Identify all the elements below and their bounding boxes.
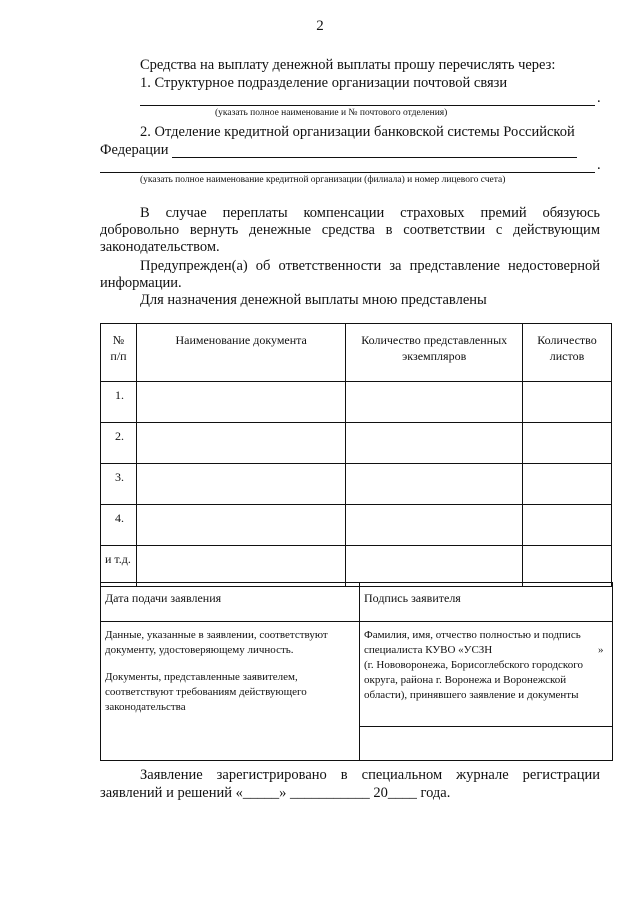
table-row [101,505,612,546]
payment-option-1: 1. Структурное подразделение организации почтовой связи [140,75,508,91]
specialist-text-2: (г. Нововоронежа, Борисоглебского городского округа, района г. Воронежа и Воронежской области), принявшего заявление и документы [364,659,583,701]
registration-line-2: заявлений и решений «_____» ___________ 20____ года. [100,785,451,801]
period-mark-1: . [597,90,601,106]
registration-line-1: Заявление зарегистрировано в специальном журнале регистрации [140,767,600,783]
period-mark-2: . [597,157,601,173]
specialist-text-1: Фамилия, имя, отчество полностью и подпись специалиста КУВО «УСЗН [364,629,581,656]
specialist-quote: » [598,644,604,656]
row-number: 3. [101,464,137,505]
header-sheets: Количество листов [523,324,612,382]
table-row [101,382,612,423]
copies-cell[interactable] [346,546,523,587]
warning-text: Предупрежден(а) об ответственности за представление недостоверной информации. [100,258,600,291]
row-number: и т.д. [101,546,137,587]
sheets-cell[interactable] [523,382,612,423]
postal-office-hint: (указать полное наименование и № почтового отделения) [215,108,448,118]
table-row [101,546,612,587]
documents-table [100,323,612,587]
signature-box[interactable] [359,582,613,622]
verification-box [100,621,360,761]
bank-account-field[interactable] [100,172,595,173]
verification-text-2: Документы, представленные заявителем, соответствуют требованиям действующего законодательства [105,671,307,713]
payment-intro: Средства на выплату денежной выплаты прошу перечислять через: [140,57,556,73]
specialist-box [359,621,613,727]
sheets-cell[interactable] [523,423,612,464]
sheets-cell[interactable] [523,464,612,505]
copies-cell[interactable] [346,464,523,505]
page-number: 2 [316,18,324,34]
table-row [101,423,612,464]
copies-cell[interactable] [346,382,523,423]
bank-name-field[interactable] [172,157,577,158]
postal-office-field[interactable] [140,105,595,106]
doc-name-cell[interactable] [136,382,345,423]
signature-label: Подпись заявителя [364,591,461,605]
copies-cell[interactable] [346,423,523,464]
payment-option-2-line1: 2. Отделение кредитной организации банковской системы Российской [140,124,575,140]
header-copies: Количество представленных экземпляров [346,324,523,382]
date-box[interactable] [100,582,360,622]
row-number: 1. [101,382,137,423]
specialist-signature-box[interactable] [359,726,613,761]
bank-hint: (указать полное наименование кредитной организации (филиала) и номер лицевого счета) [140,175,506,185]
sheets-cell[interactable] [523,546,612,587]
copies-cell[interactable] [346,505,523,546]
header-doc-name: Наименование документа [136,324,345,382]
row-number: 2. [101,423,137,464]
doc-name-cell[interactable] [136,546,345,587]
payment-option-2-line2: Федерации [100,142,169,158]
table-header-row [101,324,612,382]
documents-intro: Для назначения денежной выплаты мною представлены [140,292,487,308]
doc-name-cell[interactable] [136,423,345,464]
row-number: 4. [101,505,137,546]
verification-text-1: Данные, указанные в заявлении, соответствуют документу, удостоверяющему личность. [105,629,328,656]
doc-name-cell[interactable] [136,505,345,546]
sheets-cell[interactable] [523,505,612,546]
header-num: № п/п [101,324,137,382]
date-label: Дата подачи заявления [105,591,222,605]
doc-name-cell[interactable] [136,464,345,505]
obligation-text: В случае переплаты компенсации страховых премий обязуюсь добровольно вернуть денежные средства в соответствии с действующим законодательством. [100,205,600,255]
table-row [101,464,612,505]
